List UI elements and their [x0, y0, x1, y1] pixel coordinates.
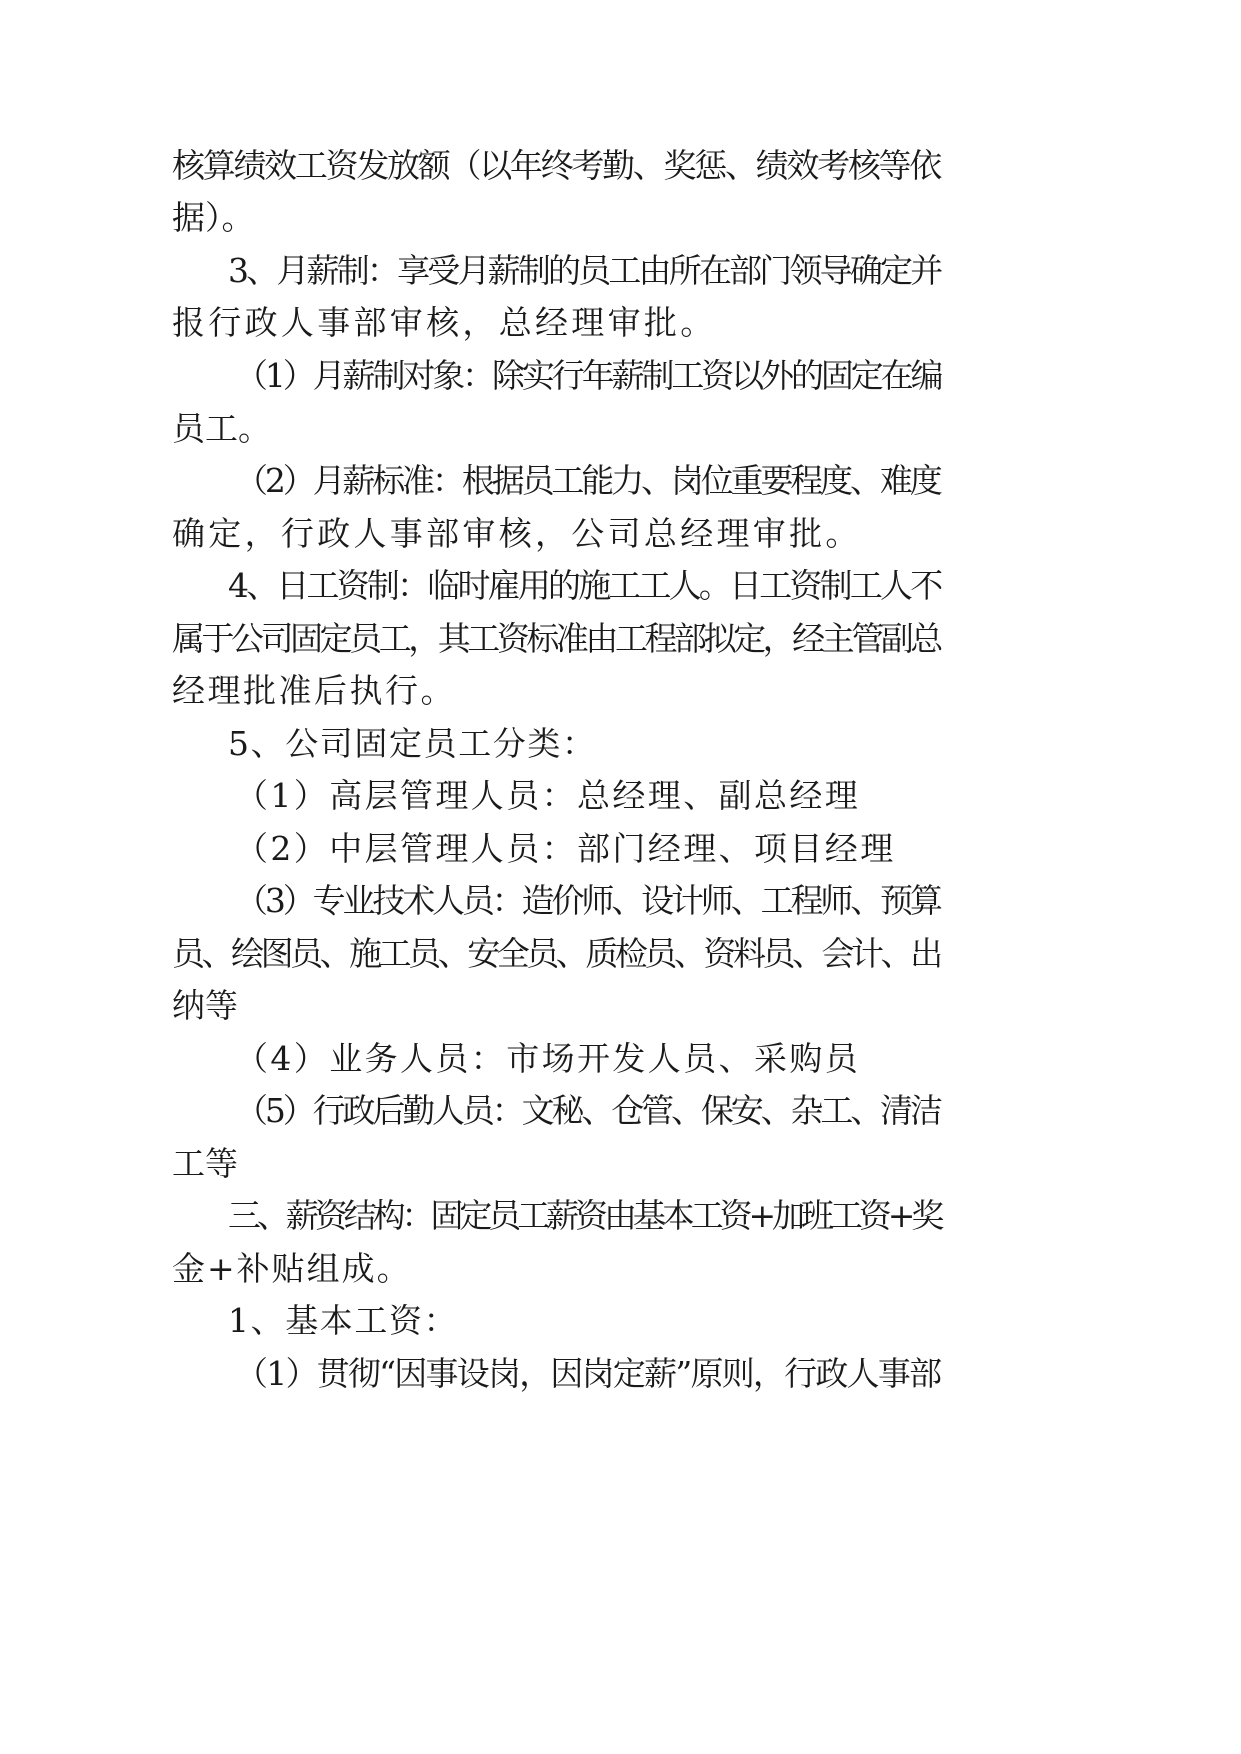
text-line — [0, 1081, 1241, 1141]
text-line — [0, 976, 1241, 1036]
line-text: （4）业务人员：市场开发人员、采购员 — [235, 1039, 861, 1078]
line-text: 员工。 — [172, 409, 271, 448]
line-text: 金+补贴组成。 — [172, 1249, 412, 1288]
text-line — [0, 609, 1241, 669]
line-text: （3）专业技术人员：造价师、设计师、工程师、预算 — [235, 881, 940, 920]
text-line — [0, 556, 1241, 616]
text-line — [0, 136, 1241, 196]
line-text: 据）。 — [172, 198, 255, 237]
text-line — [0, 1239, 1241, 1299]
text-line — [0, 504, 1241, 564]
line-text: 员、绘图员、施工员、安全员、质检员、资料员、会计、出 — [172, 934, 940, 973]
text-line — [0, 241, 1241, 301]
line-text: 工等 — [172, 1144, 238, 1183]
line-text: 属于公司固定员工，其工资标准由工程部拟定，经主管副总 — [172, 619, 940, 658]
text-line — [0, 1134, 1241, 1194]
line-text: 5、公司固定员工分类： — [228, 724, 597, 763]
line-text: （1）月薪制对象：除实行年薪制工资以外的固定在编 — [235, 356, 941, 395]
line-text: 三、薪资结构：固定员工薪资由基本工资+加班工资+奖 — [228, 1196, 941, 1235]
text-line — [0, 188, 1241, 248]
text-line — [0, 1029, 1241, 1089]
line-text: 4、日工资制：临时雇用的施工工人。日工资制工人不 — [228, 566, 941, 605]
line-text: 1、基本工资： — [228, 1301, 459, 1340]
text-line — [0, 924, 1241, 984]
text-line — [0, 1344, 1241, 1404]
line-text: （2）中层管理人员：部门经理、项目经理 — [235, 829, 896, 868]
text-line — [0, 871, 1241, 931]
text-line — [0, 819, 1241, 879]
line-text: 纳等 — [172, 986, 238, 1025]
line-text: （5）行政后勤人员：文秘、仓管、保安、杂工、清洁 — [235, 1091, 940, 1130]
text-line — [0, 346, 1241, 406]
text-line — [0, 714, 1241, 774]
line-text: （1）贯彻“因事设岗，因岗定薪”原则，行政人事部 — [235, 1354, 941, 1393]
text-line — [0, 399, 1241, 459]
text-line — [0, 293, 1241, 353]
line-text: （2）月薪标准：根据员工能力、岗位重要程度、难度 — [235, 461, 940, 500]
line-text: 报行政人事部审核，总经理审批。 — [172, 303, 717, 342]
text-line — [0, 451, 1241, 511]
line-text: （1）高层管理人员：总经理、副总经理 — [235, 776, 861, 815]
line-text: 3、月薪制：享受月薪制的员工由所在部门领导确定并 — [228, 251, 941, 290]
line-text: 确定，行政人事部审核，公司总经理审批。 — [172, 514, 862, 553]
line-text: 经理批准后执行。 — [172, 671, 456, 710]
text-line — [0, 1186, 1241, 1246]
line-text: 核算绩效工资发放额（以年终考勤、奖惩、绩效考核等依 — [172, 146, 940, 185]
text-line — [0, 766, 1241, 826]
text-line — [0, 1291, 1241, 1351]
text-line — [0, 661, 1241, 721]
